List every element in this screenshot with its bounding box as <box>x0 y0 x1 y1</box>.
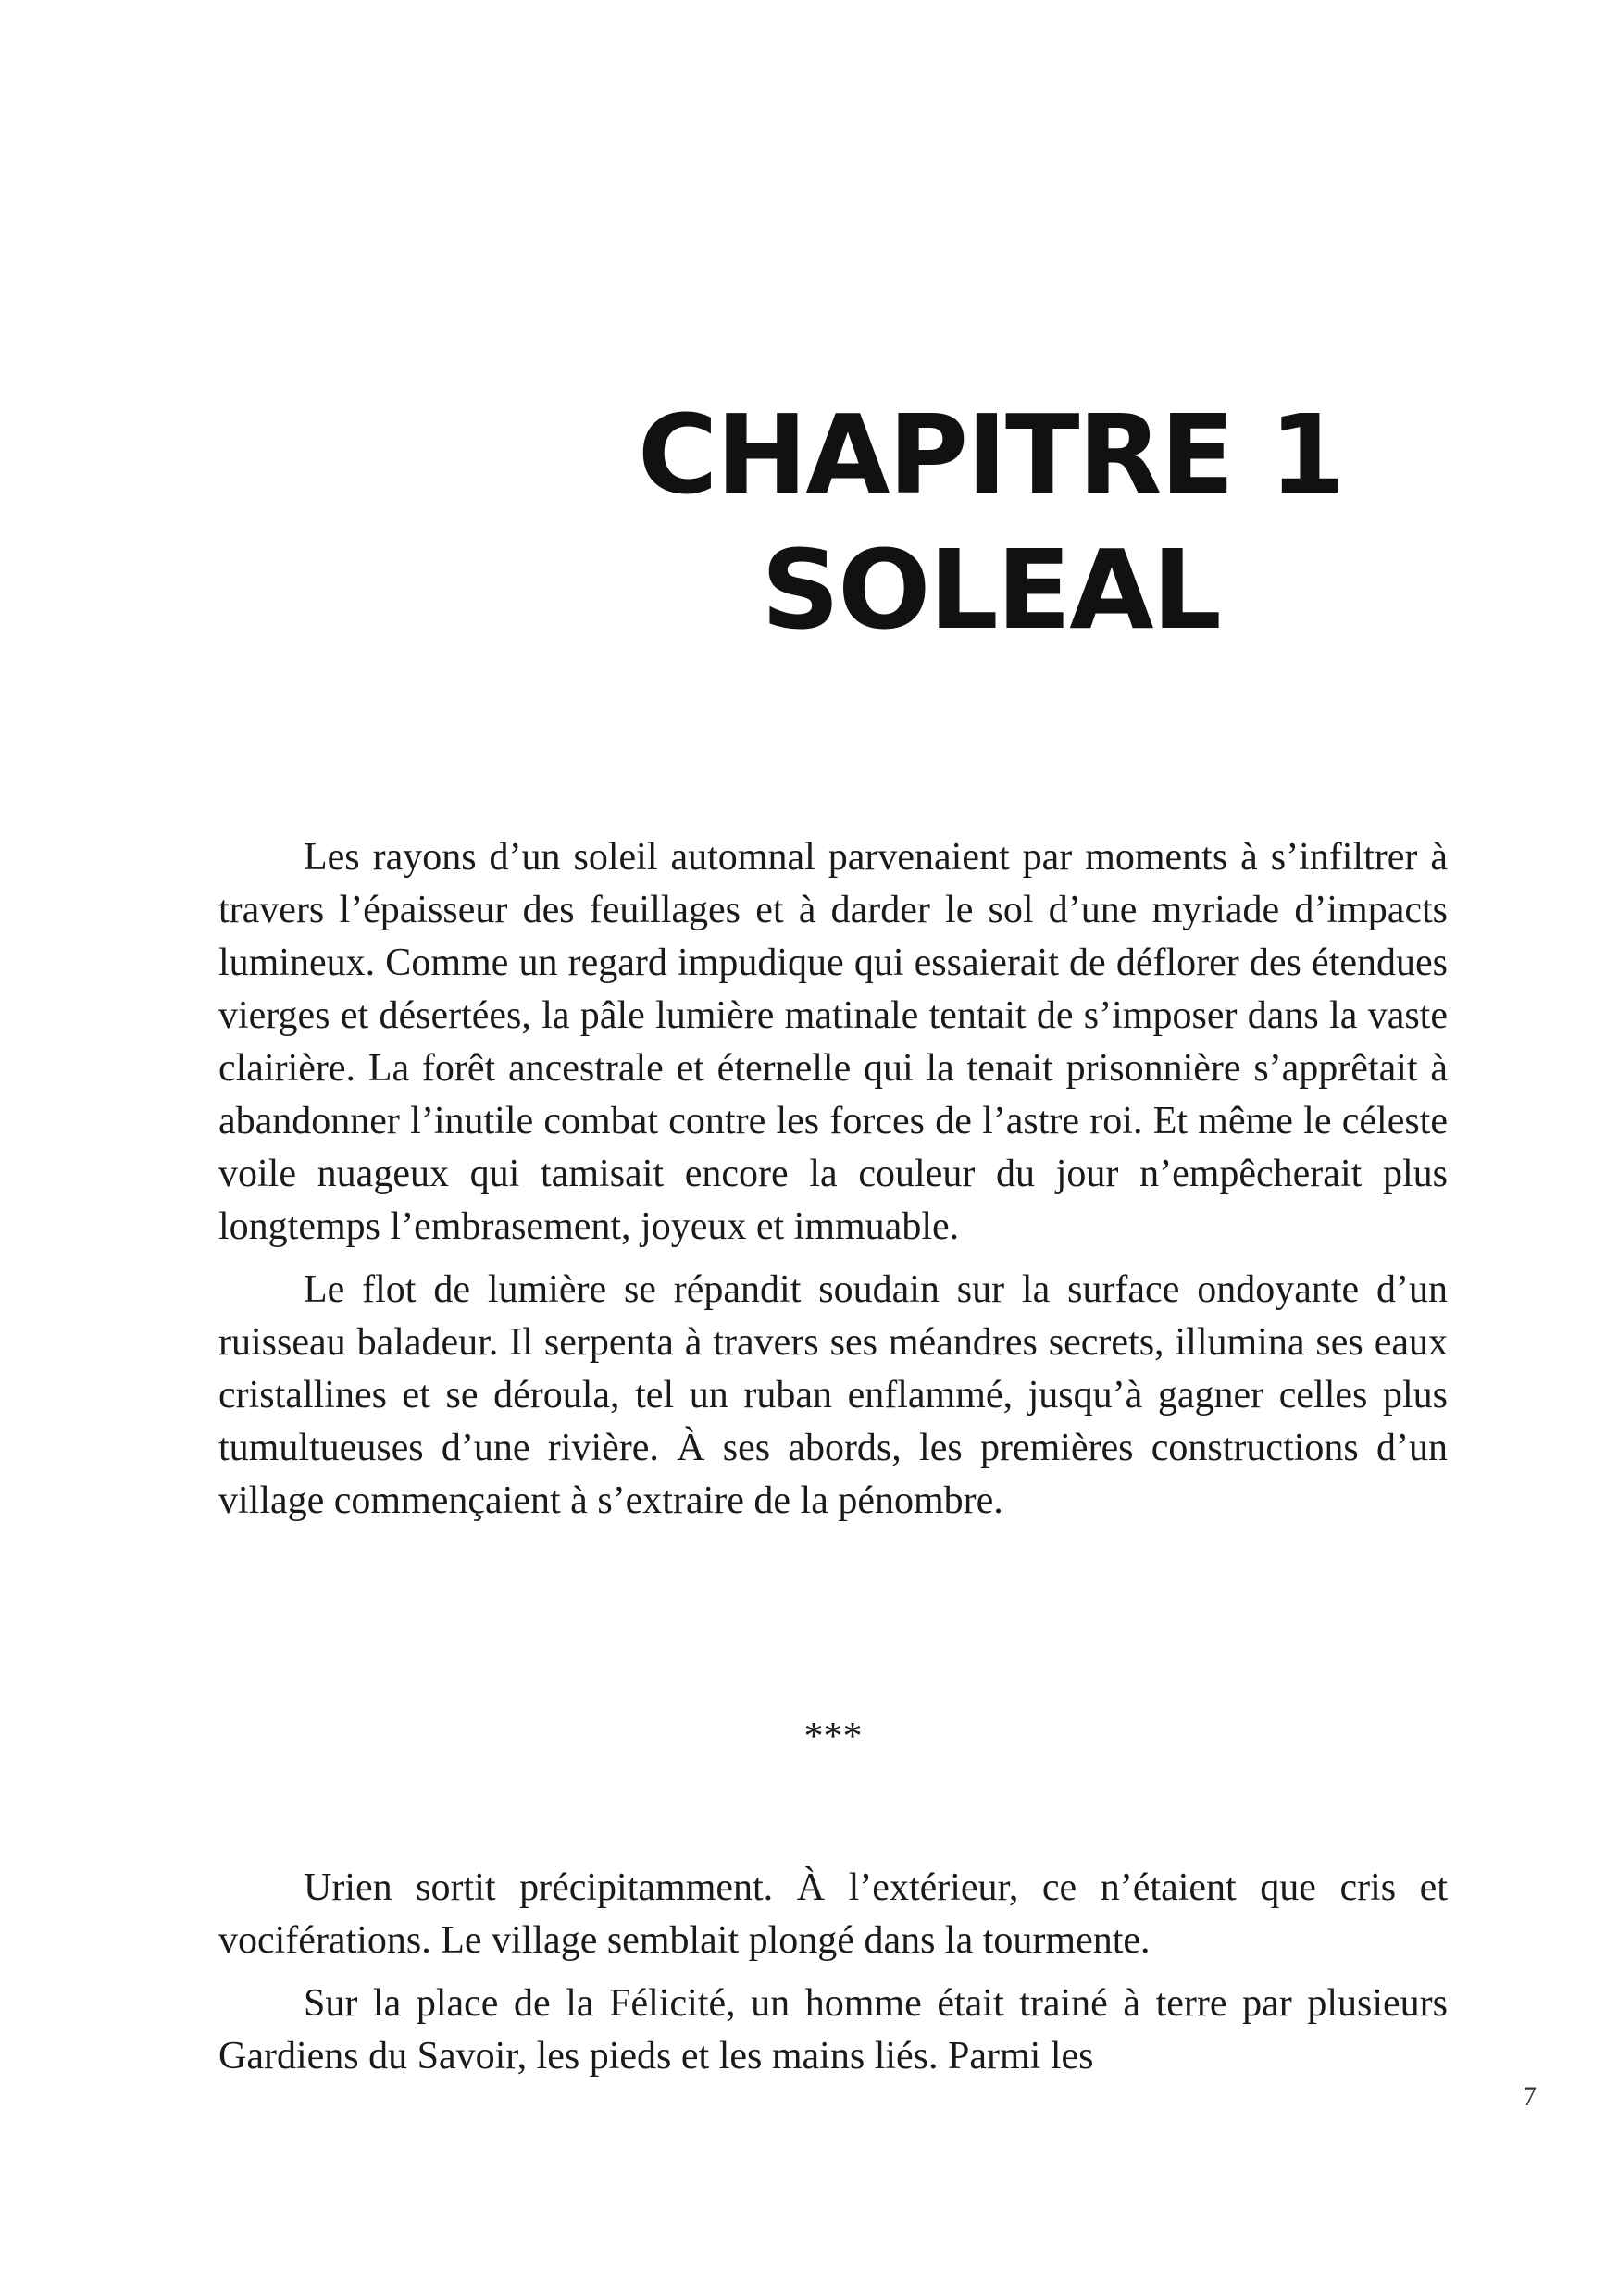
paragraph: Urien sortit précipitamment. À l’extérieur, ce n’étaient que cris et vociférations. Le village semblait plongé dans la tourmente. <box>218 1866 1448 1962</box>
paragraph: Sur la place de la Félicité, un homme était trainé à terre par plusieurs Gardiens du Savoir, les pieds et les mains liés. Parmi les <box>218 1982 1448 2078</box>
paragraph: Le flot de lumière se répandit soudain sur la surface ondoyante d’un ruisseau baladeur. Il serpenta à travers ses méandres secrets, illumina ses eaux cristallines et se déroula, tel un ruban enflammé, jusqu’à gagner celles plus tumultueuses d’une rivière. À ses abords, les premières constructions d’un village commençaient à s’extraire de la pénombre. <box>218 1268 1448 1522</box>
section-2-text <box>218 1862 1448 2093</box>
page-number: 7 <box>1523 2081 1537 2112</box>
chapter-number-heading: CHAPITRE 1 <box>637 391 1344 518</box>
paragraph: Les rayons d’un soleil automnal parvenaient par moments à s’infiltrer à travers l’épaisseur des feuillages et à darder le sol d’une myriade d’impacts lumineux. Comme un regard impudique qui essaierait de déflorer des étendues vierges et désertées, la pâle lumière matinale tentait de s’imposer dans la vaste clairière. La forêt ancestrale et éternelle qui la tenait prisonnière s’apprêtait à abandonner l’inutile combat contre les forces de l’astre roi. Et même le céleste voile nuageux qui tamisait encore la couleur du jour n’empêcherait plus longtemps l’embrasement, joyeux et immuable. <box>218 836 1448 1248</box>
section-1-text <box>218 831 1448 1538</box>
chapter-title-heading: SOLEAL <box>761 526 1220 654</box>
section-separator: *** <box>803 1716 863 1758</box>
